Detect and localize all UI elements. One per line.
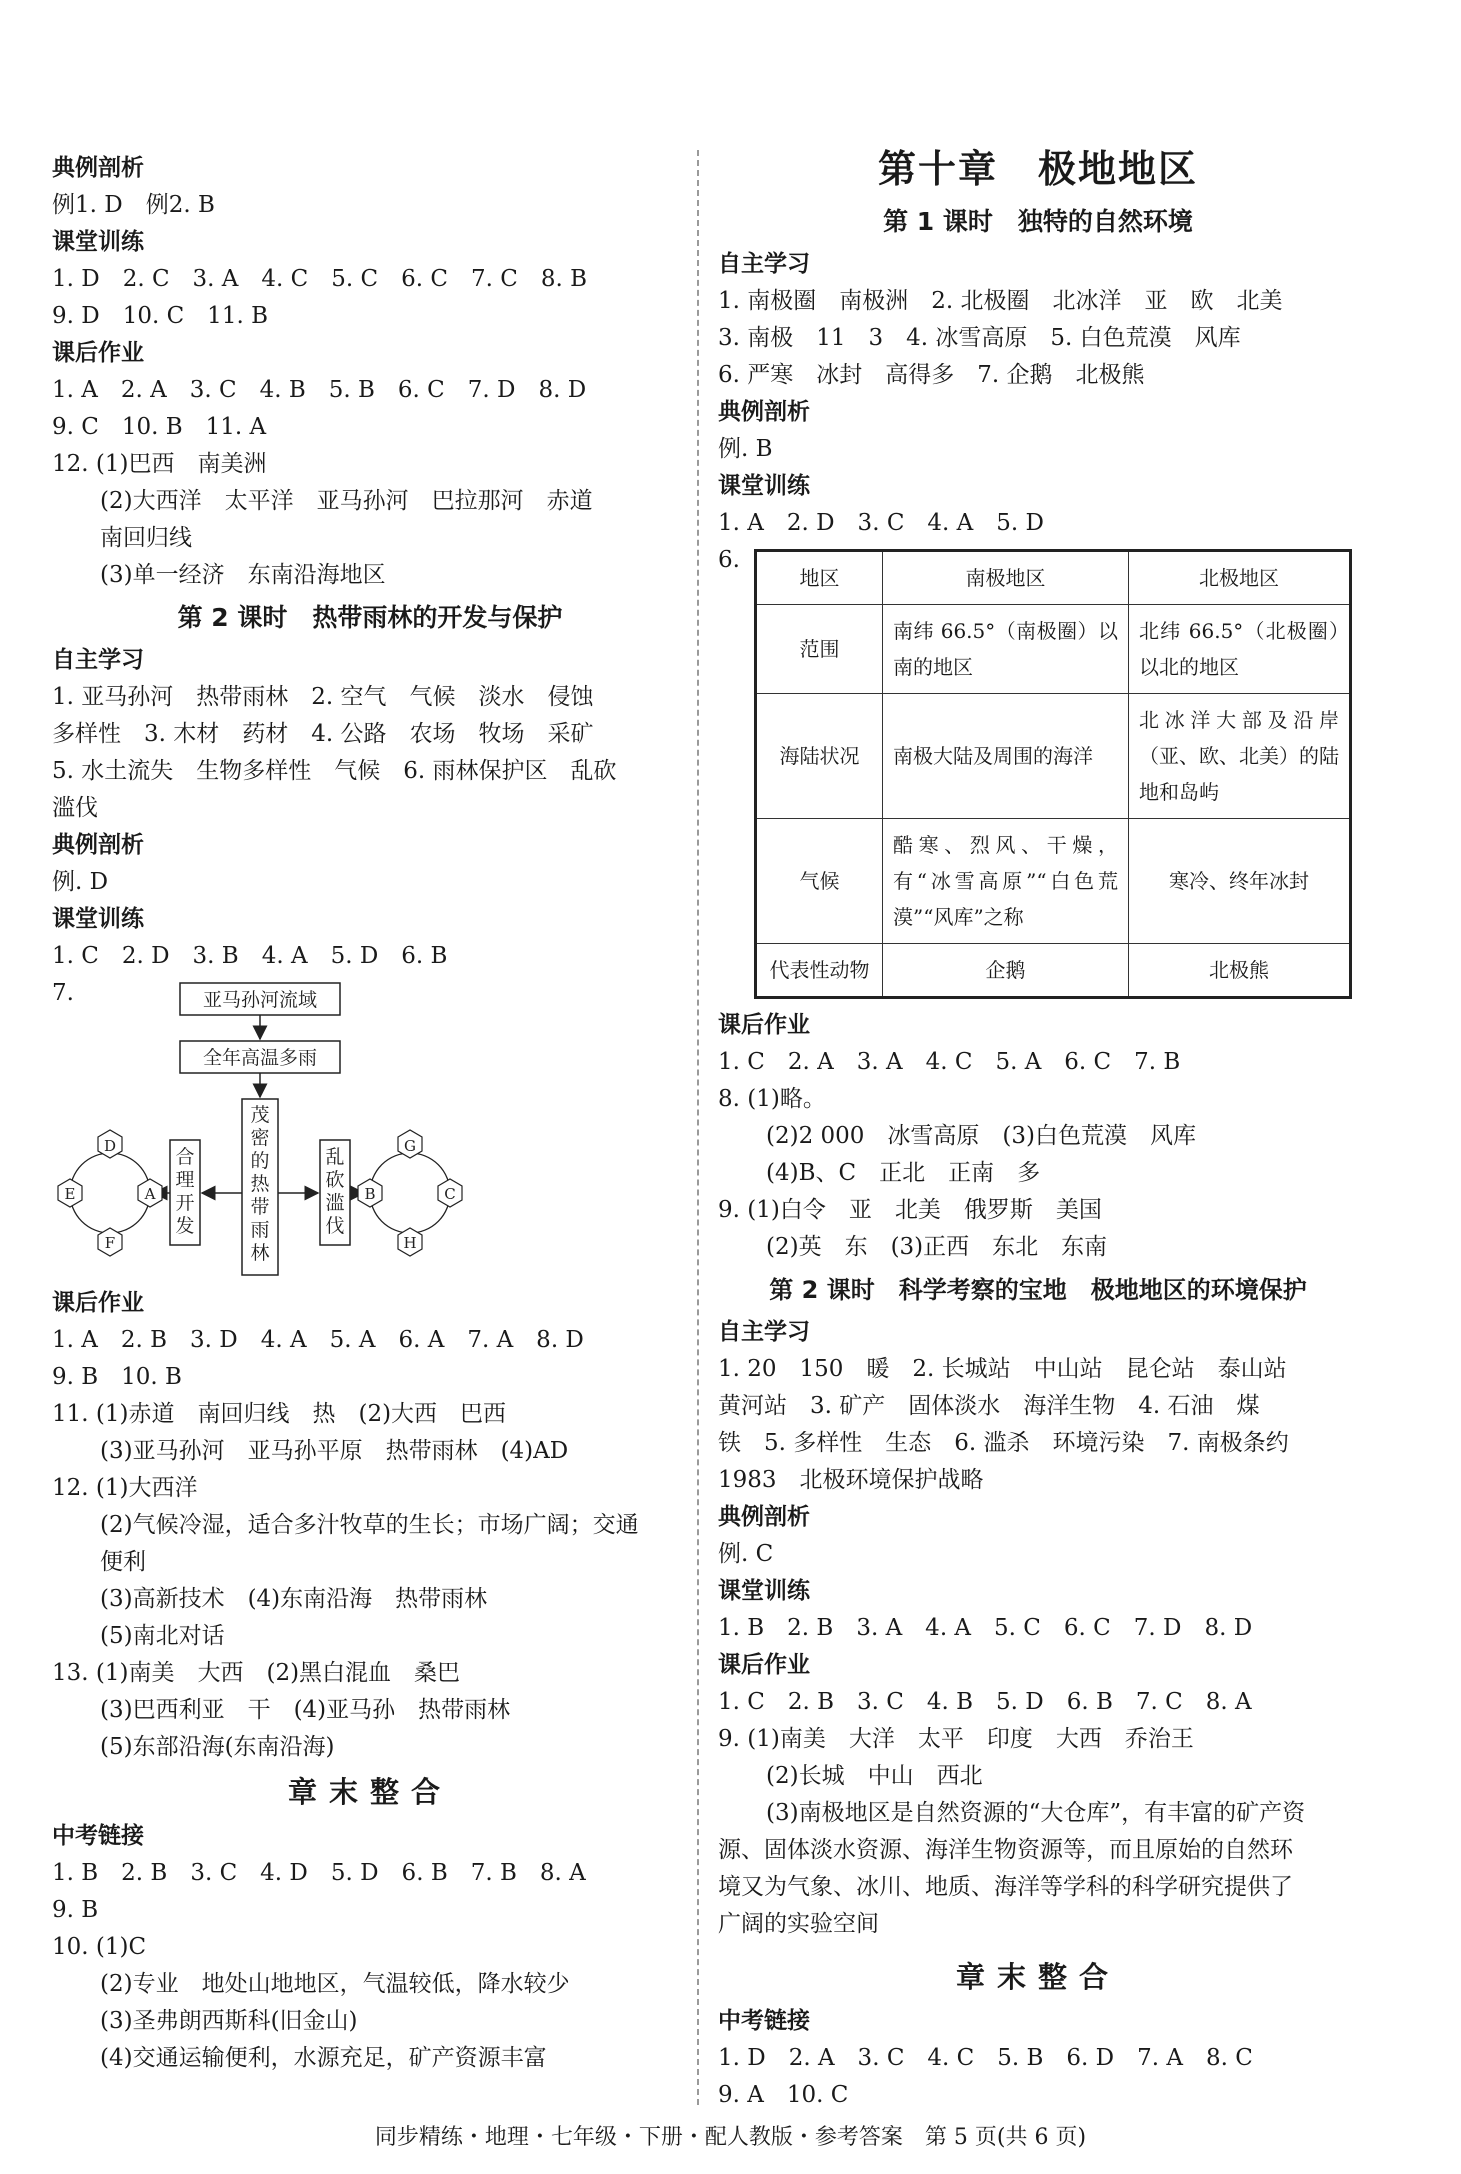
answer-line: 1. D 2. C 3. A 4. C 5. C 6. C 7. C 8. B (52, 266, 587, 292)
svg-text:G: G (404, 1137, 416, 1155)
section-heading: 课后作业 (52, 340, 144, 366)
flow-diagram (52, 975, 688, 1285)
section-heading: 典例剖析 (52, 832, 144, 858)
svg-text:E: E (64, 1185, 76, 1203)
answer-line: 9. B 10. B (52, 1364, 182, 1390)
answer-line: 1. A 2. D 3. C 4. A 5. D (718, 510, 1044, 536)
answer-line: (2)气候冷湿，适合多汁牧草的生长；市场广阔；交通 (100, 1512, 639, 1538)
answer-line: 1. 亚马孙河 热带雨林 2. 空气 气候 淡水 侵蚀 (52, 684, 594, 710)
table-cell: 范围 (756, 605, 883, 694)
question-number: 7. (52, 980, 74, 1006)
answer-line: (3)圣弗朗西斯科(旧金山) (100, 2008, 358, 2034)
svg-text:B: B (364, 1185, 376, 1203)
answer-line: 1. 南极圈 南极洲 2. 北极圈 北冰洋 亚 欧 北美 (718, 288, 1283, 314)
answer-line: (2)英 东 (3)正西 东北 东南 (766, 1234, 1108, 1260)
answer-line: 9. D 10. C 11. B (52, 303, 268, 329)
diagram-svg (52, 975, 688, 1285)
answer-line: (2)专业 地处山地地区，气温较低，降水较少 (100, 1971, 570, 1997)
answer-line: 9. (1)南美 大洋 太平 印度 大西 乔治王 (718, 1726, 1194, 1752)
answer-line: 9. (1)白令 亚 北美 俄罗斯 美国 (718, 1197, 1102, 1223)
column-divider (697, 150, 699, 2105)
box-basin-text: 亚马孙河流域 (202, 989, 318, 1011)
answer-line: 1. A 2. B 3. D 4. A 5. A 6. A 7. A 8. D (52, 1327, 584, 1353)
answer-line: 10. (1)C (52, 1934, 147, 1960)
answer-line: 9. C 10. B 11. A (52, 414, 267, 440)
lesson-title: 第 1 课时 独特的自然环境 (883, 207, 1193, 236)
answer-line: 多样性 3. 木材 药材 4. 公路 农场 牧场 采矿 (52, 721, 594, 747)
table-cell: 北纬 66.5°（北极圈）以北的地区 (1129, 605, 1351, 694)
section-heading: 课后作业 (52, 1290, 144, 1316)
answer-line: 1983 北极环境保护战略 (718, 1467, 984, 1493)
svg-text:D: D (103, 1137, 117, 1155)
answer-line: (3)亚马孙河 亚马孙平原 热带雨林 (4)AD (100, 1438, 569, 1464)
answer-line: 6. 严寒 冰封 高得多 7. 企鹅 北极熊 (718, 362, 1145, 388)
box-rainforest-text: 茂密的热带雨林 (250, 1104, 270, 1264)
svg-text:A: A (144, 1185, 156, 1203)
answer-line: 9. A 10. C (718, 2082, 849, 2108)
answer-line: 3. 南极 11 3 4. 冰雪高原 5. 白色荒漠 风库 (718, 325, 1241, 351)
answer-line: (4)交通运输便利，水源充足，矿产资源丰富 (100, 2045, 547, 2071)
question-number: 6. (718, 547, 740, 573)
section-heading: 自主学习 (718, 251, 810, 277)
cycle-node-e (58, 1179, 82, 1207)
answer-line: 源、固体淡水资源、海洋生物资源等，而且原始的自然环 (718, 1837, 1293, 1863)
answer-line: (4)B、C 正北 正南 多 (766, 1160, 1041, 1186)
table-cell: 寒冷、终年冰封 (1129, 819, 1351, 944)
answer-line: 12. (1)大西洋 (52, 1475, 198, 1501)
answer-line: (2)大西洋 太平洋 亚马孙河 巴拉那河 赤道 (100, 488, 593, 514)
lesson-title: 第 2 课时 热带雨林的开发与保护 (177, 603, 563, 632)
polar-comparison-table (754, 549, 1352, 999)
table-cell: 酷寒、烈风、干燥，有“冰雪高原”“白色荒漠”“风库”之称 (883, 819, 1129, 944)
table-row (756, 819, 1351, 944)
lesson-title: 第 2 课时 科学考察的宝地 极地地区的环境保护 (769, 1276, 1307, 1304)
section-heading: 典例剖析 (718, 1504, 810, 1530)
section-heading: 课堂训练 (718, 1578, 810, 1604)
table-cell: 南纬 66.5°（南极圈）以南的地区 (883, 605, 1129, 694)
answer-line: 1. B 2. B 3. A 4. A 5. C 6. C 7. D 8. D (718, 1615, 1253, 1641)
answer-line: (5)南北对话 (100, 1623, 225, 1649)
answer-line: 1. A 2. A 3. C 4. B 5. B 6. C 7. D 8. D (52, 377, 587, 403)
section-heading: 课后作业 (718, 1012, 810, 1038)
table-cell: 气候 (756, 819, 883, 944)
answer-line: 1. C 2. B 3. C 4. B 5. D 6. B 7. C 8. A (718, 1689, 1252, 1715)
table-cell: 海陆状况 (756, 694, 883, 819)
table-cell: 北极熊 (1129, 944, 1351, 998)
answer-line: 广阔的实验空间 (718, 1911, 879, 1937)
answer-line: 11. (1)赤道 南回归线 热 (2)大西 巴西 (52, 1401, 507, 1427)
answer-line: (2)2 000 冰雪高原 (3)白色荒漠 风库 (766, 1123, 1197, 1149)
box-deforest-text: 乱砍滥伐 (325, 1146, 345, 1237)
section-heading: 中考链接 (52, 1823, 144, 1849)
section-heading: 典例剖析 (718, 399, 810, 425)
box-rational-text: 合理开发 (175, 1146, 195, 1237)
table-row (756, 694, 1351, 819)
chapter-summary-title: 章末整合 (287, 1775, 452, 1809)
answer-line: 8. (1)略。 (718, 1086, 826, 1112)
cycle-node-a (138, 1179, 162, 1207)
answer-line: 铁 5. 多样性 生态 6. 滥杀 环境污染 7. 南极条约 (718, 1430, 1289, 1456)
answer-line: 例. B (718, 436, 773, 462)
table-header-cell: 北极地区 (1129, 551, 1351, 605)
answer-line: 境又为气象、冰川、地质、海洋等学科的科学研究提供了 (718, 1874, 1293, 1900)
answer-line: 5. 水土流失 生物多样性 气候 6. 雨林保护区 乱砍 (52, 758, 617, 784)
answer-line: 13. (1)南美 大西 (2)黑白混血 桑巴 (52, 1660, 461, 1686)
answer-line: 黄河站 3. 矿产 固体淡水 海洋生物 4. 石油 煤 (718, 1393, 1260, 1419)
answer-line: (3)单一经济 东南沿海地区 (100, 562, 386, 588)
answer-line: (2)长城 中山 西北 (766, 1763, 983, 1789)
answer-line: 12. (1)巴西 南美洲 (52, 451, 267, 477)
table-header-cell: 地区 (756, 551, 883, 605)
answer-line: 1. D 2. A 3. C 4. C 5. B 6. D 7. A 8. C (718, 2045, 1253, 2071)
answer-line: 滥伐 (52, 795, 98, 821)
answer-line: 例1. D 例2. B (52, 192, 215, 218)
answer-line: 1. B 2. B 3. C 4. D 5. D 6. B 7. B 8. A (52, 1860, 586, 1886)
table-row (756, 944, 1351, 998)
answer-line: 例. D (52, 869, 109, 895)
section-heading: 课后作业 (718, 1652, 810, 1678)
section-heading: 自主学习 (52, 647, 144, 673)
cycle-node-b (358, 1179, 382, 1207)
section-heading: 典例剖析 (52, 155, 144, 181)
answer-line: (3)南极地区是自然资源的“大仓库”，有丰富的矿产资 (766, 1800, 1306, 1826)
table-cell: 企鹅 (883, 944, 1129, 998)
table-cell: 北冰洋大部及沿岸（亚、欧、北美）的陆地和岛屿 (1129, 694, 1351, 819)
table-cell: 南极大陆及周围的海洋 (883, 694, 1129, 819)
answer-line: (3)高新技术 (4)东南沿海 热带雨林 (100, 1586, 488, 1612)
left-column (52, 150, 688, 2077)
answer-line: 1. 20 150 暖 2. 长城站 中山站 昆仑站 泰山站 (718, 1356, 1287, 1382)
chapter-title: 第十章 极地地区 (877, 147, 1198, 191)
table-header-cell: 南极地区 (883, 551, 1129, 605)
table-cell: 代表性动物 (756, 944, 883, 998)
table-header-row (756, 551, 1351, 605)
svg-text:C: C (444, 1185, 456, 1203)
chapter-summary-title: 章末整合 (955, 1960, 1120, 1994)
svg-text:H: H (403, 1234, 417, 1252)
answer-line: 1. C 2. D 3. B 4. A 5. D 6. B (52, 943, 448, 969)
section-heading: 自主学习 (718, 1319, 810, 1345)
right-column (718, 140, 1358, 2114)
answer-line: 例. C (718, 1541, 774, 1567)
answer-line: (3)巴西利亚 干 (4)亚马孙 热带雨林 (100, 1697, 511, 1723)
section-heading: 课堂训练 (718, 473, 810, 499)
section-heading: 中考链接 (718, 2008, 810, 2034)
cycle-node-c (438, 1179, 462, 1207)
box-climate-text: 全年高温多雨 (202, 1047, 318, 1069)
section-heading: 课堂训练 (52, 906, 144, 932)
page-footer: 同步精练・地理・七年级・下册・配人教版・参考答案 第 5 页(共 6 页) (374, 2125, 1087, 2150)
answer-line: 便利 (100, 1549, 146, 1575)
answer-line: 1. C 2. A 3. A 4. C 5. A 6. C 7. B (718, 1049, 1181, 1075)
answer-line: (5)东部沿海(东南沿海) (100, 1734, 335, 1760)
section-heading: 课堂训练 (52, 229, 144, 255)
answer-line: 9. B (52, 1897, 99, 1923)
answer-line: 南回归线 (100, 525, 192, 551)
svg-text:F: F (104, 1234, 116, 1252)
table-row (756, 605, 1351, 694)
